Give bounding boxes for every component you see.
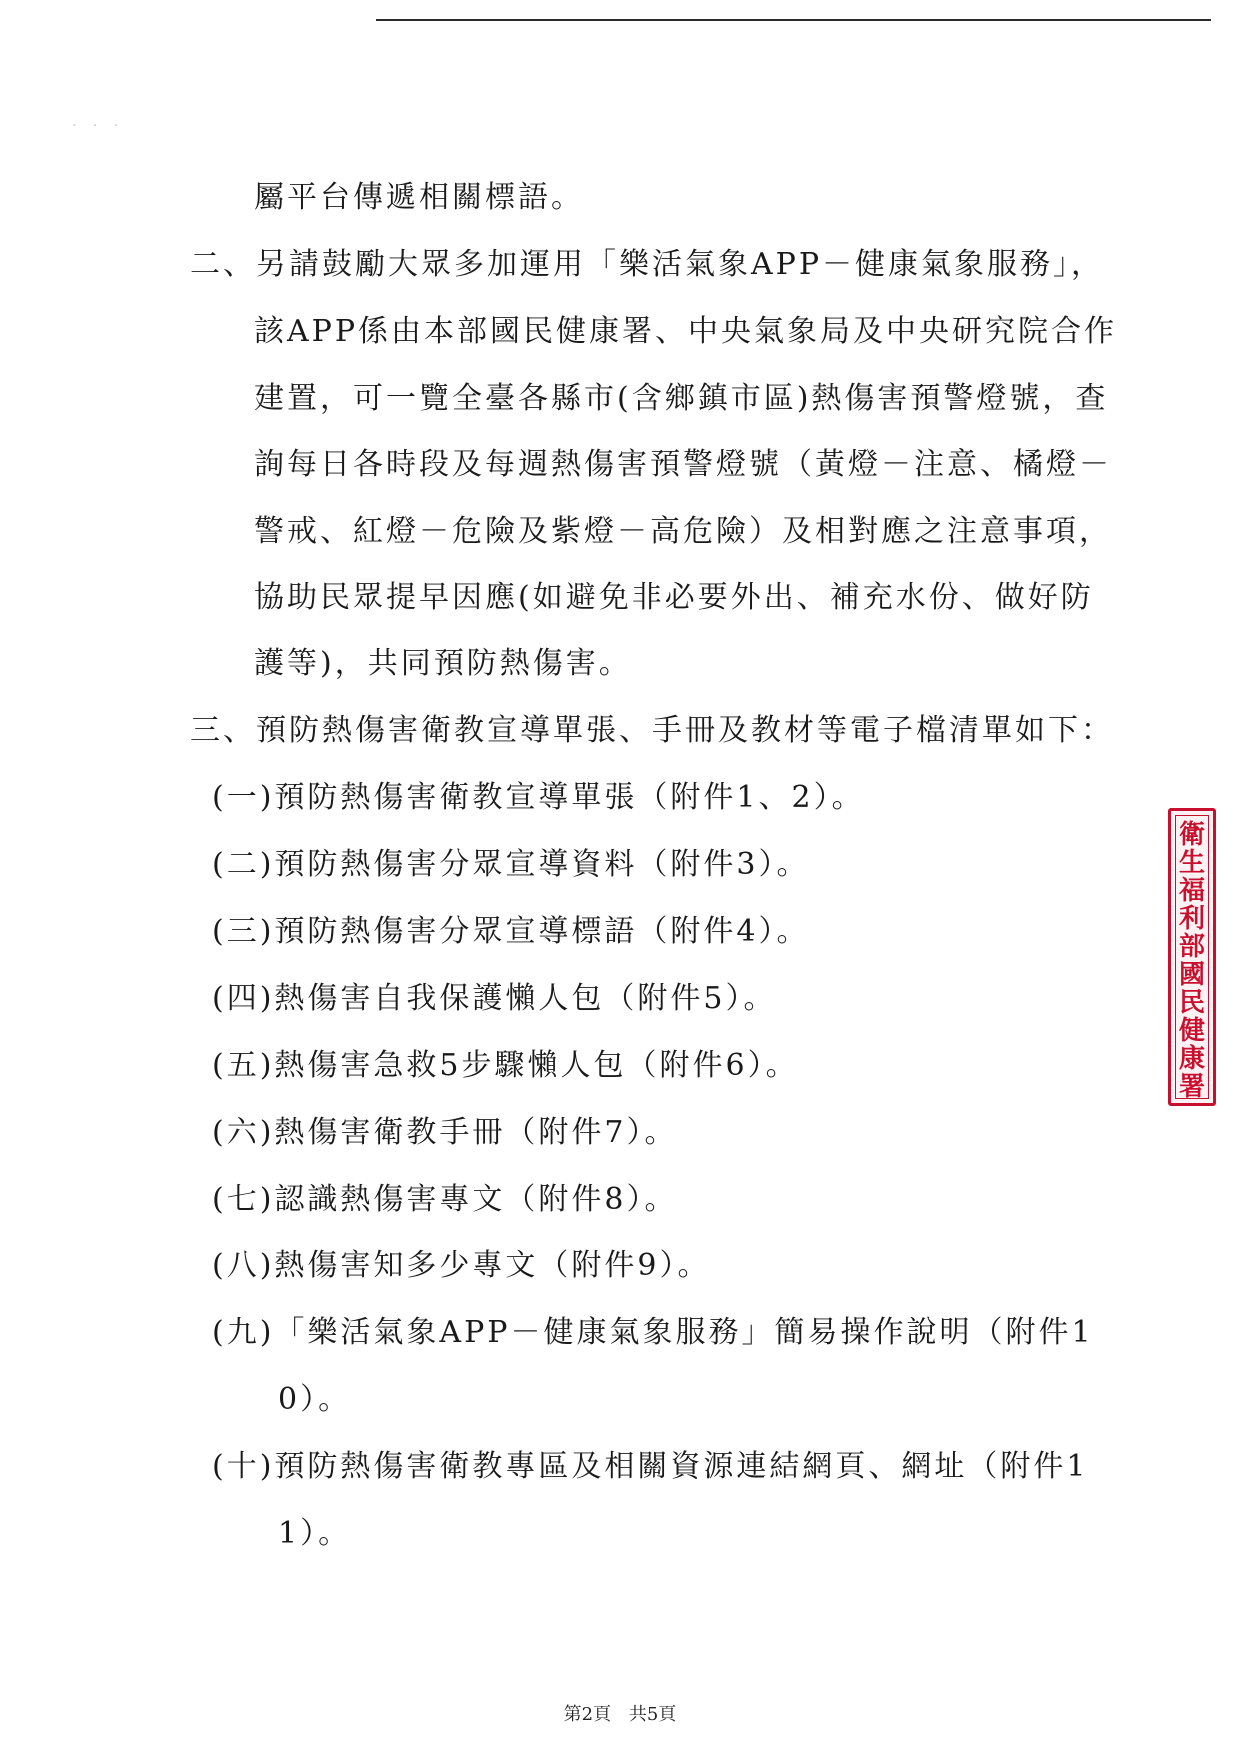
list-item-continuation: 1）。 — [278, 1516, 352, 1551]
official-seal-stamp — [1168, 808, 1216, 1106]
list-item: (四)熱傷害自我保護懶人包（附件5）。 — [212, 981, 777, 1016]
section-heading: 三、預防熱傷害衛教宣導單張、手冊及教材等電子檔清單如下： — [190, 713, 1114, 748]
list-item: (三)預防熱傷害分眾宣導標語（附件4）。 — [212, 914, 810, 949]
page-footer — [0, 1700, 1240, 1726]
text-line: 建置，可一覽全臺各縣市(含鄉鎮市區)熱傷害預警燈號，查 — [254, 381, 1109, 416]
page-total: 共5頁 — [628, 1704, 677, 1725]
list-item: (二)預防熱傷害分眾宣導資料（附件3）。 — [212, 847, 810, 882]
page-number: 第2頁 — [563, 1704, 612, 1725]
section-heading: 二、另請鼓勵大眾多加運用「樂活氣象APP－健康氣象服務」， — [190, 247, 1105, 282]
list-item: (七)認識熱傷害專文（附件8）。 — [212, 1182, 678, 1217]
text-line: 屬平台傳遞相關標語。 — [254, 180, 584, 215]
text-line: 協助民眾提早因應(如避免非必要外出、補充水份、做好防 — [254, 580, 1094, 615]
scan-speck: · · · — [72, 118, 125, 134]
text-line: 護等)，共同預防熱傷害。 — [254, 646, 632, 681]
text-line: 警戒、紅燈－危險及紫燈－高危險）及相對應之注意事項， — [254, 514, 1112, 549]
list-item: (五)熱傷害急救5步驟懶人包（附件6）。 — [212, 1048, 799, 1083]
scan-top-line — [376, 19, 1211, 21]
list-item: (一)預防熱傷害衛教宣導單張（附件1、2）。 — [212, 780, 865, 815]
list-item-continuation: 0）。 — [278, 1382, 352, 1417]
text-line: 該APP係由本部國民健康署、中央氣象局及中央研究院合作 — [254, 314, 1118, 349]
seal-text: 衛生福利部國民健康署 — [1178, 820, 1205, 1102]
list-item: (十)預防熱傷害衛教專區及相關資源連結網頁、網址（附件1 — [212, 1449, 1089, 1484]
list-item: (九)「樂活氣象APP－健康氣象服務」簡易操作說明（附件1 — [212, 1315, 1094, 1350]
list-item: (六)熱傷害衛教手冊（附件7）。 — [212, 1115, 678, 1150]
list-item: (八)熱傷害知多少專文（附件9）。 — [212, 1248, 711, 1283]
text-line: 詢每日各時段及每週熱傷害預警燈號（黃燈－注意、橘燈－ — [254, 447, 1112, 482]
